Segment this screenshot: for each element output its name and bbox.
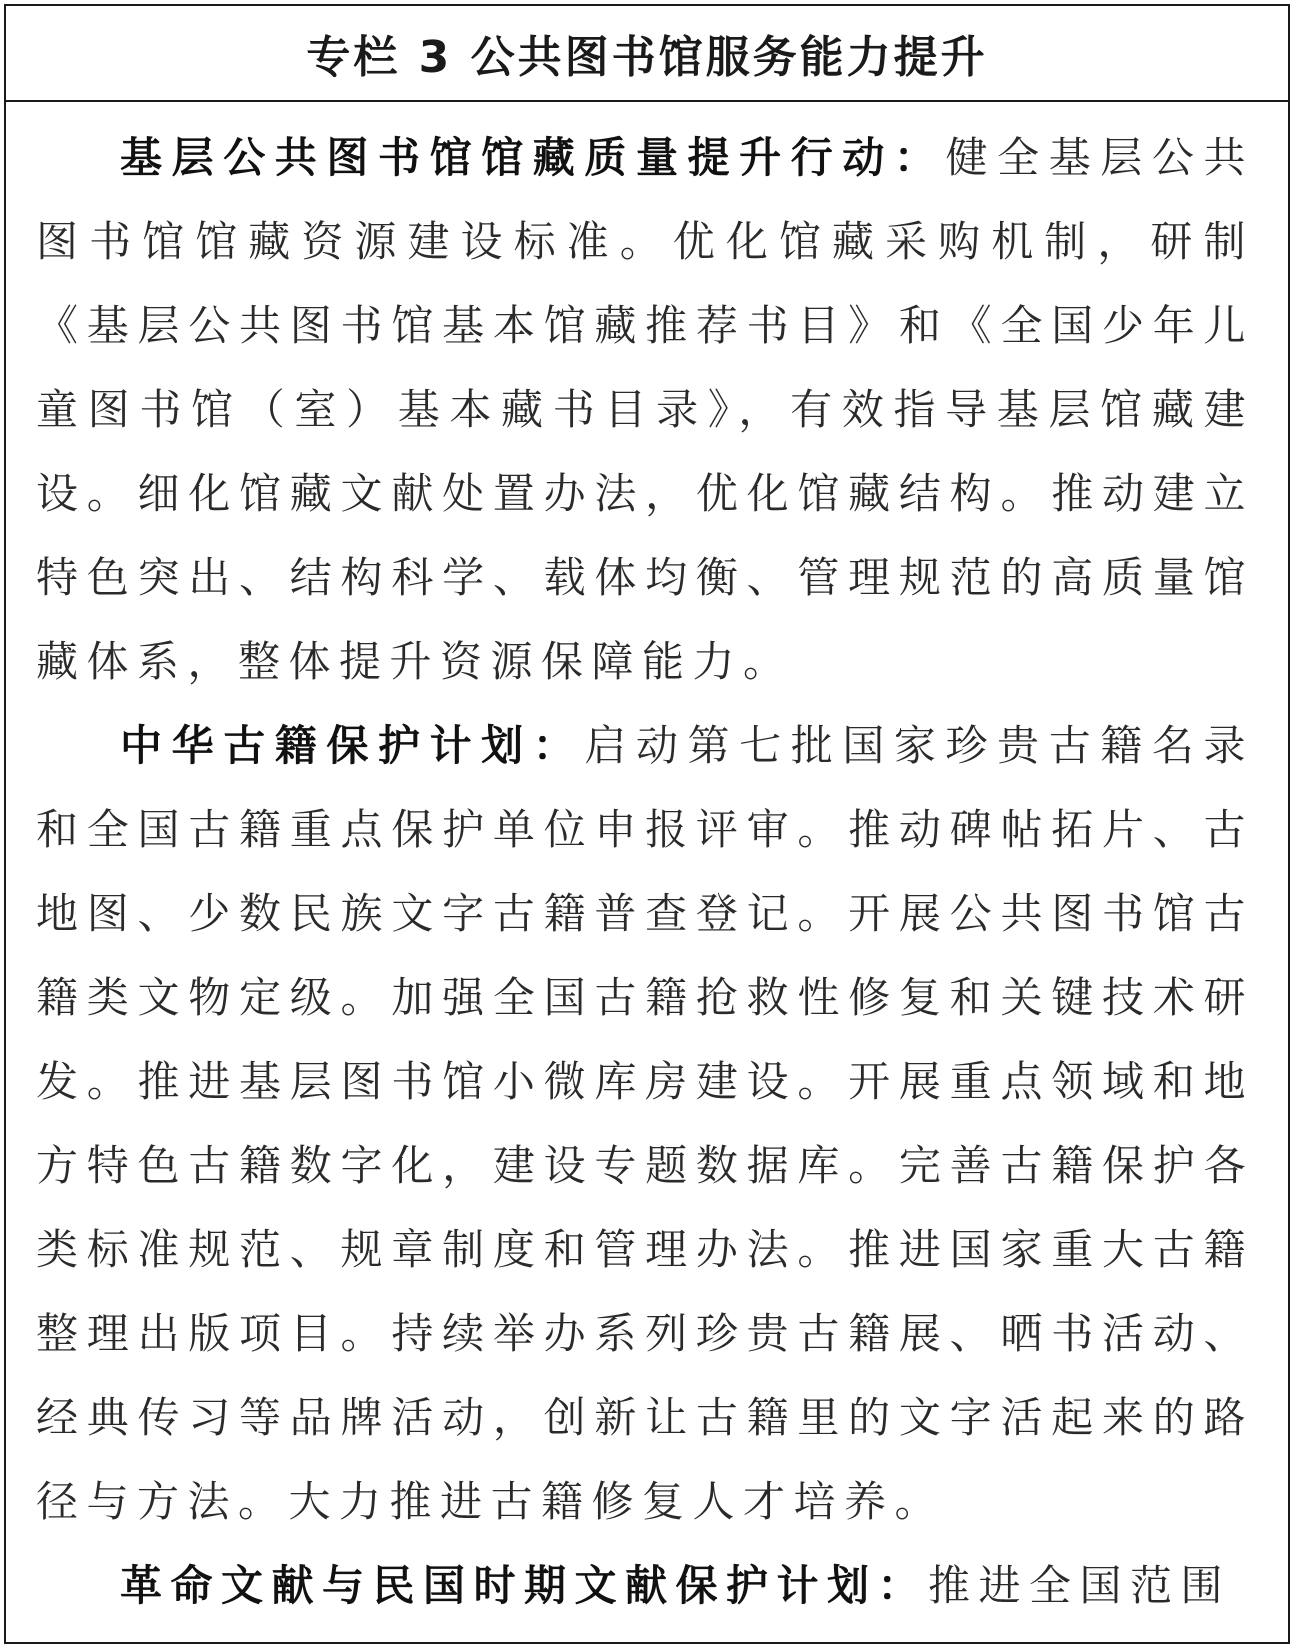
paragraph-text: 启动第七批国家珍贵古籍名录和全国古籍重点保护单位申报评审。推动碑帖拓片、古地图、少数民族文字古籍普查登记。开展公共图书馆古籍类文物定级。加强全国古籍抢救性修复和关键技术研发。推进基层图书馆小微库房建设。开展重点领域和地方特色古籍数字化，建设专题数据库。完善古籍保护各类标准规范、规章制度和管理办法。推进国家重大古籍整理出版项目。持续举办系列珍贵古籍展、晒书活动、经典传习等品牌活动，创新让古籍里的文字活起来的路径与方法。大力推进古籍修复人才培养。: [36, 721, 1254, 1526]
paragraph-lead: 基层公共图书馆馆藏质量提升行动：: [120, 133, 946, 182]
column-title: 专栏 3 公共图书馆服务能力提升: [6, 6, 1288, 102]
paragraph-revolutionary-documents: [36, 1544, 1254, 1628]
paragraph-library-collection: [36, 116, 1254, 704]
paragraph-text: 推进全国范围: [928, 1561, 1232, 1610]
column-content: [6, 102, 1288, 1628]
paragraph-ancient-books: [36, 704, 1254, 1544]
paragraph-text: 健全基层公共图书馆馆藏资源建设标准。优化馆藏采购机制，研制《基层公共图书馆基本馆藏推荐书目》和《全国少年儿童图书馆（室）基本藏书目录》，有效指导基层馆藏建设。细化馆藏文献处置办法，优化馆藏结构。推动建立特色突出、结构科学、载体均衡、管理规范的高质量馆藏体系，整体提升资源保障能力。: [36, 133, 1254, 686]
column-box: [4, 4, 1290, 1644]
paragraph-lead: 革命文献与民国时期文献保护计划：: [120, 1561, 929, 1610]
paragraph-lead: 中华古籍保护计划：: [120, 721, 585, 770]
